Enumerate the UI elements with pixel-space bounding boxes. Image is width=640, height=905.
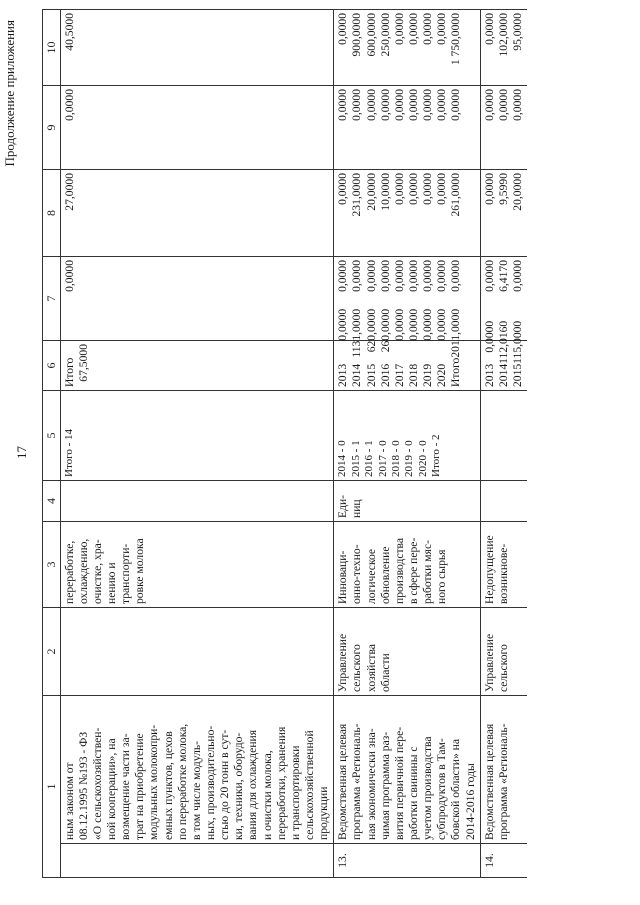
header-col-10: 10 [43,10,61,86]
text-line: 0,0000 [336,308,350,341]
text-line: 0,0000 [407,308,420,341]
text-line: 250,0000 [378,13,392,57]
text-line: 0,0000 [510,89,524,121]
text-line: 0,0000 [350,89,364,121]
text-line: производства [392,537,406,604]
text-line: Управление [336,633,350,692]
text-line: ного сырья [435,549,449,604]
text-line: переработки, хранения [274,726,288,840]
text-line: 08.12.1995 №193 - ФЗ [76,731,90,840]
funding-cell [480,320,527,391]
text-line: 0,0000 [407,173,420,205]
text-line: 0,0000 [435,13,449,45]
text-line: 2014-2016 годы [463,763,477,840]
text-line: очистке, хра- [90,539,104,604]
text-line: 2018 - 0 [389,440,402,477]
program-name-cell [480,696,527,844]
text-line: 2016 - 1 [363,440,376,477]
text-line: 900,0000 [350,13,364,57]
text-line: охлаждению, [76,538,90,604]
text-line: 2014 - 0 [336,440,349,477]
text-line: 260,0000 [378,308,392,353]
text-line: 261,0000 [449,173,463,217]
text-line: 0,0000 [510,260,524,292]
text-line: 0,0000 [336,260,350,292]
text-line: модульных молокопри- [147,724,161,840]
text-line: 0,0000 [336,13,350,45]
text-line: области [378,653,392,692]
text-line: ки, техники, оборудо- [232,732,246,840]
text-line: по переработке молока, [175,723,189,840]
text-line: 0,0000 [364,260,378,292]
header-col-4: 4 [43,481,61,522]
text-line: 0,0000 [407,260,420,292]
text-line: Еди- [336,494,350,518]
text-line: 0,0000 [392,308,406,341]
header-col-9: 9 [43,86,61,170]
text-line: Недопущение [482,535,496,604]
text-line: 0,0000 [482,13,496,45]
text-line: логическое [364,548,378,604]
text-line: ной кооперации», на [105,738,119,840]
text-line: 2019 [421,363,435,387]
amount-list [483,321,525,364]
header-col-2: 2 [43,608,61,696]
funding-total-cell: Итого 67,5000 [60,341,120,391]
text-line: 2017 - 0 [376,440,389,477]
text-line: 0,0000 [378,260,392,292]
text-line: сельскохозяйственной [303,730,317,840]
text-line: ным законом от [62,762,76,840]
text-line: сельского [496,644,510,692]
text-line: 2014 [496,363,510,387]
text-line: 0,0000 [482,320,496,353]
text-line: 2019 - 0 [403,440,416,477]
table-row-14 [480,10,527,878]
text-line: 2015 - 1 [349,440,362,477]
unit-cell [334,481,480,522]
text-line: 10,0000 [378,173,392,211]
text-line: вития первичной пере- [392,726,406,840]
text-line: 0,0000 [435,260,449,292]
text-line: 0,0000 [392,13,406,45]
text-line: 95,0000 [510,13,524,51]
text-line: чимая программа раз- [378,731,392,840]
text-line: 112,0160 [496,320,510,364]
text-line: ная экономически зна- [364,728,378,840]
text-line: Итого [449,357,463,387]
text-line: 2015 [510,363,524,387]
text-line: 0,0000 [421,173,435,205]
text-line: 2020 [435,363,449,387]
indicator-cell [334,522,480,608]
text-line: работки мяс- [421,540,435,604]
text-line: 115,0000 [510,320,524,364]
text-line: в том числе модуль- [189,740,203,840]
funding-cell [334,308,480,391]
text-line: и транспортировки [288,745,302,840]
text-line: 102,0000 [496,13,510,57]
text-line: 2018 [407,363,420,387]
years-list [483,364,525,387]
text-line: 0,0000 [435,308,449,341]
text-line: продукции [317,786,331,840]
text-line: 20,0000 [364,173,378,211]
text-line: хозяйства [364,644,378,692]
text-line: 1 750,0000 [449,13,463,66]
text-line: 2015 [364,363,378,387]
text-line: 2016 [378,363,392,387]
program-table [42,9,527,878]
text-line: 2013 [336,363,350,387]
program-name-cell [334,696,480,844]
text-line: 1131,0000 [350,308,364,358]
text-line: емных пунктов, цехов [161,731,175,840]
text-line: работки свинины с [407,746,420,840]
header-col-3: 3 [43,522,61,608]
text-line: сельского [350,644,364,692]
row-number: 13. [334,844,480,878]
text-line: 2017 [392,363,406,387]
indicator-cell [60,522,334,608]
text-line: 0,0000 [364,89,378,121]
indicator-cell [480,522,527,608]
text-line: Ведомственная целевая [482,723,496,840]
targets-cell [334,391,480,481]
text-line: 0,0000 [496,89,510,121]
text-line: 0,0000 [482,89,496,121]
text-line: ровке молока [133,538,147,604]
text-line: 9,5990 [496,173,510,205]
row-number: 14. [480,844,527,878]
text-line: ных, производительно- [204,725,218,840]
executor-cell [334,608,480,696]
header-row [43,10,61,878]
text-line: обновление [378,546,392,604]
amount-list [336,309,463,358]
text-line: ниц [350,499,364,518]
text-line: 0,0000 [449,89,463,121]
text-line: возмещение части за- [119,733,133,840]
text-line: программа «Региональ- [496,723,510,840]
text-line: переработке, [62,540,76,604]
text-line: 0,0000 [392,260,406,292]
text-line: 2011,0000 [449,308,463,358]
text-line: Ведомственная целевая [336,723,350,840]
text-line: 0,0000 [435,173,449,205]
text-line: в сфере пере- [407,537,420,604]
header-col-1: 1 [43,696,61,878]
text-line: программа «Региональ- [350,723,364,840]
header-col-8: 8 [43,170,61,257]
text-line: 0,0000 [392,173,406,205]
text-line: трат на приобретение [133,733,147,840]
text-line: возникнове- [496,543,510,604]
text-line: 0,0000 [336,89,350,121]
header-col-5: 5 [43,391,61,481]
table-row-continued: ным законом от 08.12.1995 №193 - ФЗ «О сельскохозяйствен- ной кооперации», на возмещение части за- трат на приобретение модульных молокопри- емных пунктов, цехов по переработке молока, в том числе модуль- ных, производительно- стью до 20 тонн в сут- ки, техники, оборудо- вания для охлаждения и очистки молока, переработки, хранения и транспортировки сельскохозяйственной продукции переработке, охлаждению, очистке, хра- нению и транспорти- ровке молока Итого - 14 Итого 67,5000 0,0000 27,0000 0,0000 40,5000 [60,10,120,878]
text-line: онно-техно- [350,544,364,604]
text-line: 0,0000 [435,89,449,121]
text-line: транспорти- [119,543,133,604]
text-line: учетом производства [421,736,435,840]
header-col-7: 7 [43,257,61,341]
text-line: 0,0000 [407,13,420,45]
text-line: 0,0000 [350,260,364,292]
text-line: и очистки молока, [260,750,274,840]
header-col-6: 6 [43,341,61,391]
text-line: 0,0000 [482,260,496,292]
continuation-caption: Продолжение приложения [2,20,17,167]
text-line: Управление [482,633,496,692]
text-line: 2014 [350,363,364,387]
text-line: 20,0000 [510,173,524,211]
text-line: 0,0000 [449,260,463,292]
text-line: бовской области» на [449,739,463,840]
executor-cell [480,608,527,696]
text-line: 6,4170 [496,260,510,292]
program-name-cell [60,696,334,844]
text-line: стью до 20 тонн в сут- [218,729,232,840]
text-line: 0,0000 [392,89,406,121]
text-line: 0,0000 [421,260,435,292]
text-line: 0,0000 [336,173,350,205]
text-line: 600,0000 [364,13,378,57]
text-line: 0,0000 [421,308,435,341]
text-line: вания для охлаждения [246,729,260,840]
text-line: нению и [105,562,119,604]
text-line: Инноваци- [336,550,350,604]
text-line: 0,0000 [407,89,420,121]
text-line: Итого - 2 [430,434,443,477]
text-line: 2020 - 0 [416,440,429,477]
text-line: 0,0000 [378,89,392,121]
text-line: 0,0000 [421,89,435,121]
page-number: 17 [14,446,29,459]
text-line: 620,0000 [364,308,378,353]
text-line: субпродуктов в Там- [435,738,449,840]
table-row-13 [334,10,480,878]
text-line: «О сельскохозяйствен- [90,727,104,840]
text-line: 0,0000 [421,13,435,45]
text-line: 0,0000 [482,173,496,205]
target-total-cell: Итого - 14 [60,391,120,481]
text-line: 2013 [482,363,496,387]
text-line: 231,0000 [350,173,364,217]
years-list [336,358,463,387]
